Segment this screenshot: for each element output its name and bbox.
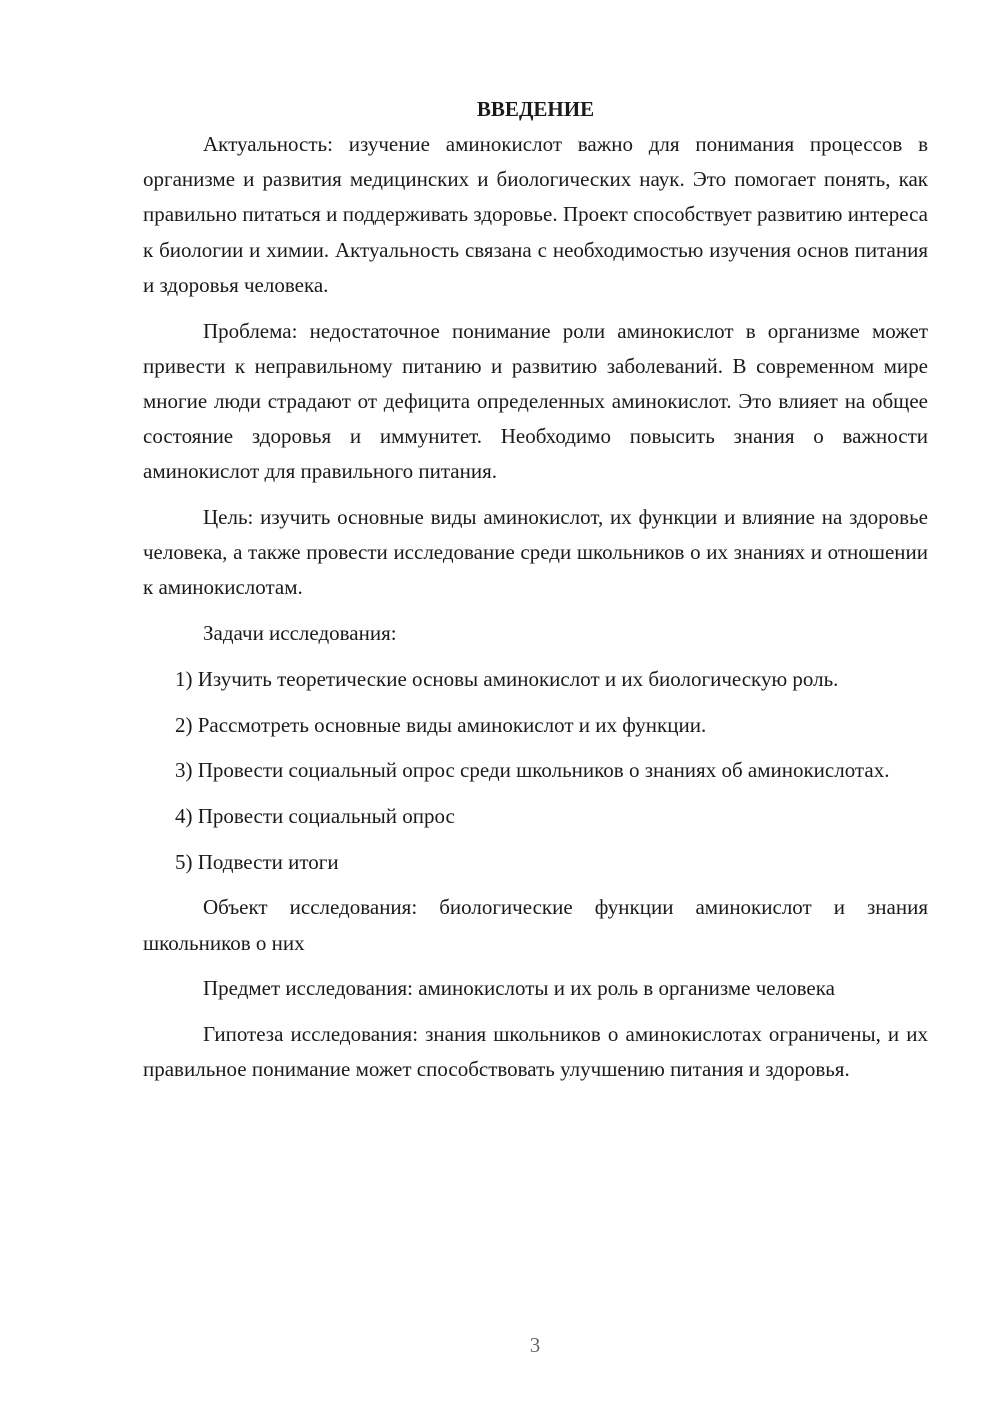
object-paragraph: Объект исследования: биологические функции аминокислот и знания школьников о них	[143, 895, 928, 955]
task-item-2: 2) Рассмотреть основные виды аминокислот и их функции.	[175, 712, 707, 737]
page-number: 3	[529, 1333, 541, 1357]
goal-paragraph: Цель: изучить основные виды аминокислот, их функции и влияние на здоровье человека, а также провести исследование среди школьников о их знаниях и отношении к аминокислотам.	[143, 505, 928, 600]
relevance-paragraph: Актуальность: изучение аминокислот важно для понимания процессов в организме и развития медицинских и биологических наук. Это помогает понять, как правильно питаться и поддерживать здоровье. Проект способствует развитию интереса к биологии и химии. Актуальность связана с необходимостью изучения основ питания и здоровья человека.	[143, 132, 928, 297]
tasks-label: Задачи исследования:	[203, 621, 397, 646]
task-item-5: 5) Подвести итоги	[175, 849, 339, 874]
hypothesis-paragraph: Гипотеза исследования: знания школьников о аминокислотах ограничены, и их правильное понимание может способствовать улучшению питания и здоровья.	[143, 1021, 928, 1082]
section-title: ВВЕДЕНИЕ	[476, 97, 595, 121]
subject-paragraph: Предмет исследования: аминокислоты и их роль в организме человека	[203, 976, 835, 1001]
document-page	[143, 92, 928, 1098]
task-item-3: 3) Провести социальный опрос среди школьников о знаниях об аминокислотах.	[175, 758, 890, 783]
task-item-1: 1) Изучить теоретические основы аминокислот и их биологическую роль.	[175, 666, 839, 691]
task-item-4: 4) Провести социальный опрос	[175, 803, 455, 828]
problem-paragraph: Проблема: недостаточное понимание роли аминокислот в организме может привести к неправильному питанию и развитию заболеваний. В современном мире многие люди страдают от дефицита определенных аминокислот. Это влияет на общее состояние здоровья и иммунитет. Необходимо повысить знания о важности аминокислот для правильного питания.	[143, 318, 928, 484]
